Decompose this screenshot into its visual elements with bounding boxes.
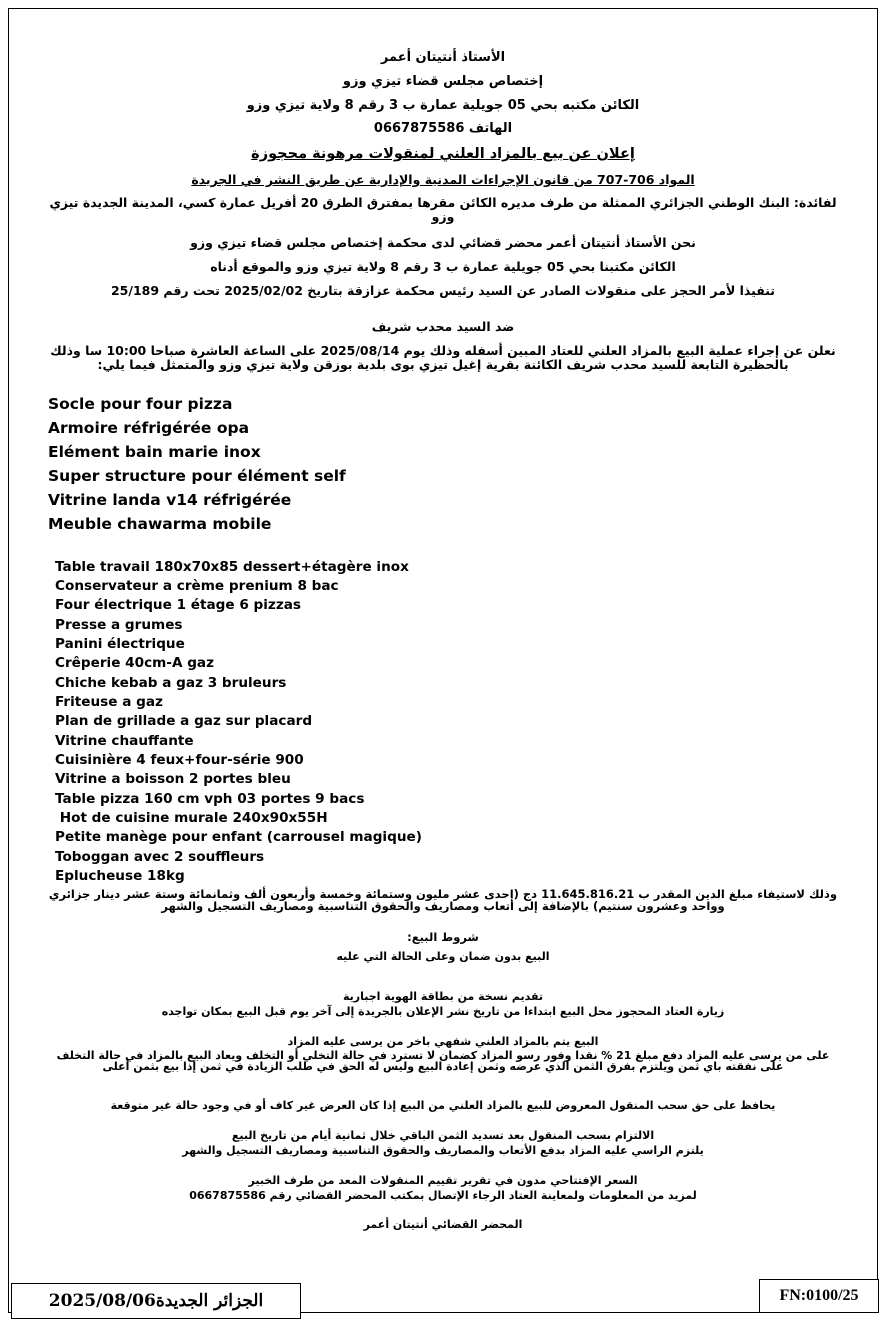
item-a-4: Super structure pour élément self (48, 467, 346, 485)
sale-announcement: نعلن عن إجراء عملية البيع بالمزاد العلني للعتاد المبين أسفله وذلك يوم 2025/08/14 على الساعة العاشرة صباحا 10:00 سا وذلك بالحظيرة التابعة للسيد محدب شريف الكائنة بقرية إغيل تيزي بوى بلدية بوزقن ولاية تيزي وزو والمتمثل فيما يلي: (50, 343, 836, 372)
item-b-2: Conservateur a crème prenium 8 bac (55, 578, 339, 594)
newspaper-date: 2025/08/06 (48, 1291, 156, 1311)
office-address: الكائن مكتبنا بحي 05 جويلية عمارة ب 3 رقم 8 ولاية تيزي وزو والموقع أدناه (210, 259, 676, 274)
bailiff-jurisdiction: إختصاص مجلس قضاء تيزي وزو (342, 74, 544, 89)
beneficiary-text: لفائدة: البنك الوطني الجزائري الممثلة من طرف مديره الكائن مقرها بمفترق الطرق 20 أفريل عمارة كسي، المدينة الجديدة تيزي وزو (49, 195, 837, 224)
condition-1: البيع بدون ضمان وعلى الحالة التي عليه (336, 950, 550, 963)
item-b-11: Cuisinière 4 feux+four-série 900 (55, 752, 304, 768)
item-b-7: Chiche kebab a gaz 3 bruleurs (55, 675, 287, 691)
execution-order: تنفيذا لأمر الحجز على منقولات الصادر عن السيد رئيس محكمة عزازقة بتاريخ 2025/02/02 تحت رقم 25/189 (110, 283, 775, 298)
item-b-8: Friteuse a gaz (55, 694, 163, 710)
condition-3: زيارة العتاد المحجوز محل البيع ابتداءا من تاريخ نشر الإعلان بالجريدة إلى آخر يوم قبل البيع بمكان تواجده (161, 1005, 725, 1018)
item-b-16: Toboggan avec 2 souffleurs (55, 849, 265, 865)
debt-statement: وذلك لاستيفاء مبلغ الدين المقدر ب 11.645.816.21 دج (احدى عشر مليون وستمائة وخمسة وأربعون ألف وثمانمائة وستة عشر دينار جزائري وواحد وعشرون سنتيم) بالإضافة إلى أتعاب ومصاريف والحقوق التناسبية ومصاريف التسجيل والشهر (48, 887, 838, 913)
bailiff-statement: نحن الأستاذ أنتيتان أعمر محضر قضائي لدى محكمة إختصاص مجلس قضاء تيزي وزو (190, 235, 696, 250)
item-b-6: Crêperie 40cm-A gaz (55, 655, 215, 671)
conditions-title: شروط البيع: (407, 930, 479, 944)
reference-box (759, 1279, 879, 1313)
item-a-1: Socle pour four pizza (48, 395, 233, 413)
item-b-15: Petite manège pour enfant (carrousel magique) (55, 829, 422, 845)
item-b-9: Plan de grillade a gaz sur placard (55, 713, 313, 729)
item-b-12: Vitrine a boisson 2 portes bleu (55, 771, 291, 787)
announcement-title: إعلان عن بيع بالمزاد العلني لمنقولات مرهونة محجوزة (251, 146, 635, 162)
condition-5: على من يرسى عليه المزاد دفع مبلغ 21 % نقدا وفور رسو المزاد كضمان لا تسترد في حالة التخلي أو التخلف ويعاد البيع بالمزاد في حالة التخلف على نفقته باي ثمن ويلتزم بفرق الثمن الذي عرضه وثمن إعادة البيع وليس له الحق في طلب الزيادة في ثمن إذا بيع بثمن أعلى (56, 1049, 830, 1073)
bailiff-address: الكائن مكتبه بحي 05 جويلية عمارة ب 3 رقم 8 ولاية تيزي وزو (246, 98, 640, 113)
item-a-5: Vitrine landa v14 réfrigérée (48, 491, 292, 509)
legal-articles: المواد 706-707 من قانون الإجراءات المدنية والإدارية عن طريق النشر في الجريدة (191, 172, 695, 187)
item-b-1: Table travail 180x70x85 dessert+étagère inox (55, 559, 409, 575)
condition-2: تقديم نسخة من بطاقة الهوية اجبارية (342, 990, 544, 1003)
newspaper-name: الجزائر الجديدة (155, 1291, 264, 1311)
item-b-5: Panini électrique (55, 636, 185, 652)
item-b-13: Table pizza 160 cm vph 03 portes 9 bacs (55, 791, 365, 807)
item-b-3: Four électrique 1 étage 6 pizzas (55, 597, 302, 613)
condition-7: الالتزام بسحب المنقول بعد تسديد الثمن الباقي خلال ثمانية أيام من تاريخ البيع (231, 1129, 655, 1142)
condition-6: يحافظ على حق سحب المنقول المعروض للبيع بالمزاد العلني من البيع إذا كان العرض غير كاف أو في وجود حالة غير متوقعة (110, 1099, 776, 1112)
condition-4: البيع يتم بالمزاد العلني شفهي باخر من يرسى عليه المزاد (287, 1035, 599, 1048)
condition-10: لمزيد من المعلومات ولمعاينة العتاد الرجاء الإتصال بمكتب المحضر القضائي رقم 0667875586 (189, 1189, 697, 1202)
newspaper-stamp (11, 1283, 301, 1319)
bailiff-name: الأستاذ أنتيتان أعمر (380, 50, 506, 65)
condition-8: يلتزم الراسي عليه المزاد بدفع الأتعاب والمصاريف والحقوق التناسبية ومصاريف التسجيل والشهر (182, 1144, 704, 1157)
bailiff-phone: الهاتف 0667875586 (373, 121, 513, 136)
condition-9: السعر الإفتتاحي مدون في تقرير تقييم المنقولات المعد من طرف الخبير (248, 1174, 638, 1187)
item-b-14: Hot de cuisine murale 240x90x55H (55, 810, 328, 826)
item-b-4: Presse a grumes (55, 617, 183, 633)
item-a-2: Armoire réfrigérée opa (48, 419, 250, 437)
item-a-6: Meuble chawarma mobile (48, 515, 272, 533)
item-b-17: Eplucheuse 18kg (55, 868, 185, 884)
item-b-10: Vitrine chauffante (55, 733, 194, 749)
reference-number: FN:0100/25 (779, 1287, 859, 1304)
signature: المحضر القضائي أنتيتان أعمر (363, 1218, 523, 1231)
against-party: ضد السيد محدب شريف (371, 319, 515, 334)
item-a-3: Elément bain marie inox (48, 443, 261, 461)
